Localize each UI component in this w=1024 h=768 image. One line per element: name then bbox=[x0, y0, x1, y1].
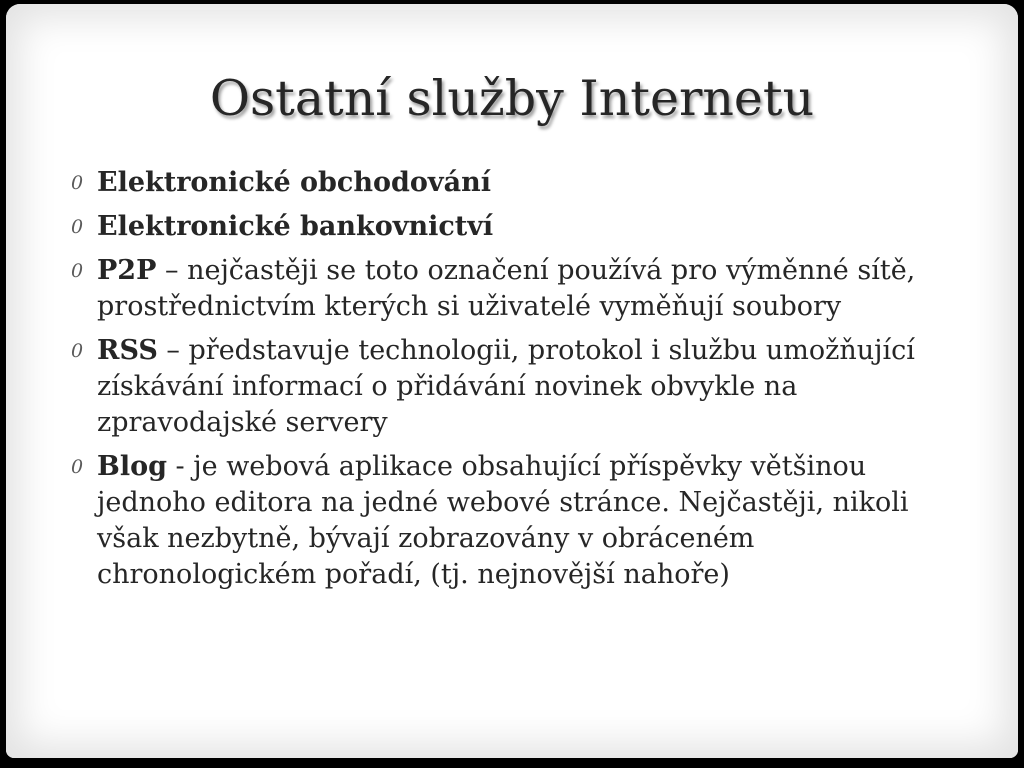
bullet-marker: 0 bbox=[71, 260, 84, 282]
bullet-marker: 0 bbox=[71, 456, 84, 478]
list-item bbox=[71, 165, 971, 201]
bullet-term: Elektronické bankovnictví bbox=[97, 211, 494, 242]
list-item bbox=[71, 253, 971, 325]
bullet-list bbox=[71, 165, 971, 601]
list-item bbox=[71, 449, 971, 593]
bullet-marker: 0 bbox=[71, 172, 84, 194]
bullet-text: - je webová aplikace obsahující příspěvky většinou jednoho editora na jedné webové stránce. Nejčastěji, nikoli však nezbytně, bývají zobrazovány v obráceném chronologickém pořadí, (tj. nejnovější nahoře) bbox=[97, 451, 909, 590]
list-item bbox=[71, 333, 971, 441]
bullet-marker: 0 bbox=[71, 340, 84, 362]
bullet-term: Blog bbox=[97, 451, 167, 482]
bullet-term: P2P bbox=[97, 255, 157, 286]
bullet-marker: 0 bbox=[71, 216, 84, 238]
list-item bbox=[71, 209, 971, 245]
bullet-text: – představuje technologii, protokol i službu umožňující získávání informací o přidávání novinek obvykle na zpravodajské servery bbox=[97, 335, 915, 438]
bullet-term: RSS bbox=[97, 335, 158, 366]
slide bbox=[6, 4, 1018, 758]
bullet-text: – nejčastěji se toto označení používá pro výměnné sítě, prostřednictvím kterých si uživatelé vyměňují soubory bbox=[97, 255, 916, 322]
bullet-term: Elektronické obchodování bbox=[97, 167, 491, 198]
slide-title: Ostatní služby Internetu bbox=[209, 70, 815, 127]
